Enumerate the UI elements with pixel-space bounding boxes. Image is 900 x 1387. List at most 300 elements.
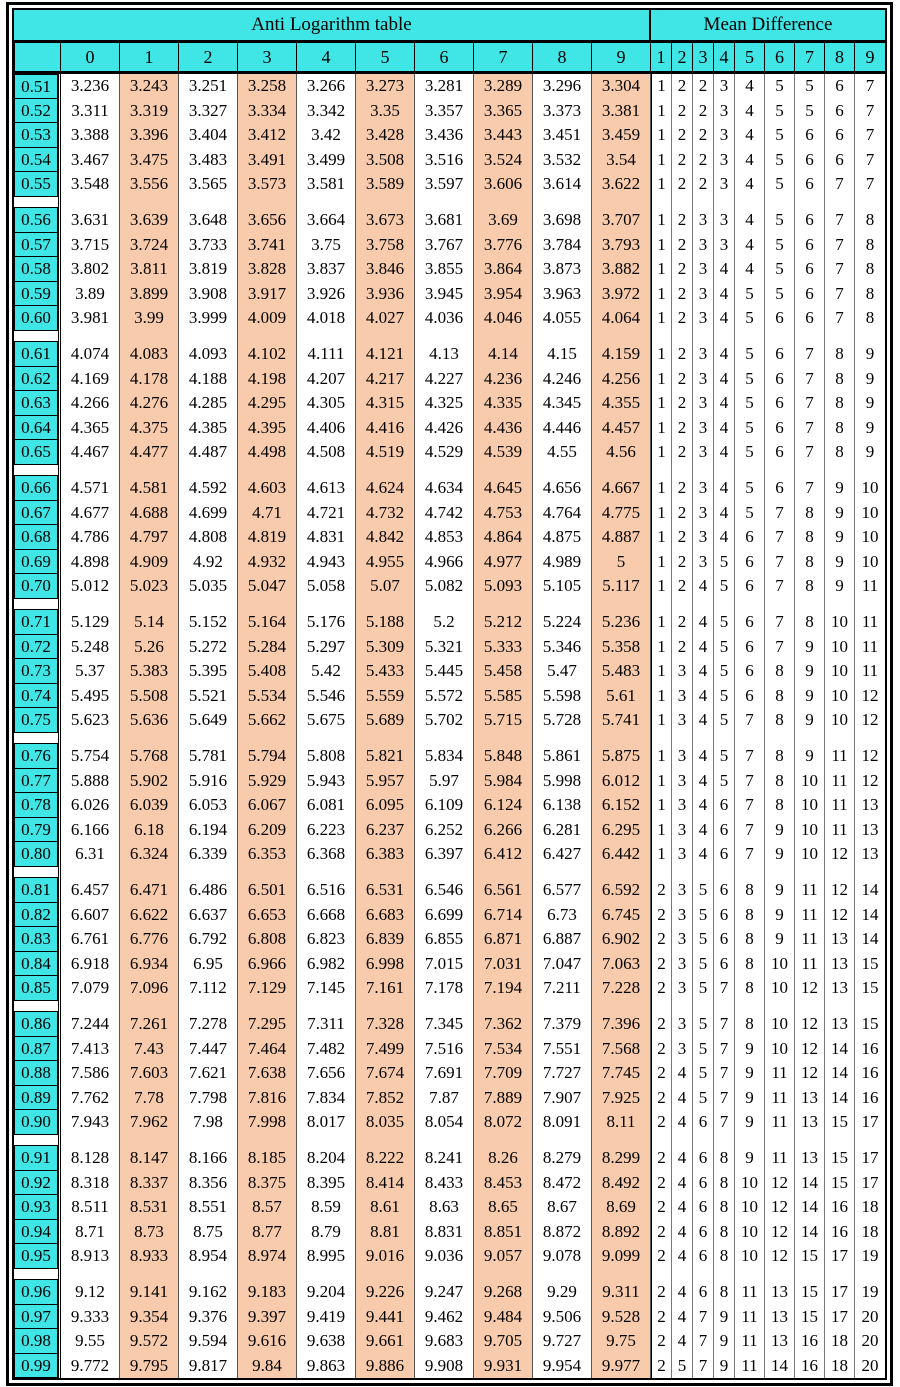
group-gap — [14, 733, 58, 745]
mean-diff-cell: 13 — [831, 978, 848, 997]
row-label: 0.88 — [14, 1061, 58, 1086]
mean-diff-cell: 20 — [861, 1306, 879, 1326]
mean-diff-cell: 10 — [801, 770, 818, 790]
antilog-cell: 3.622 — [601, 174, 641, 193]
mean-diff-cell: 2 — [677, 283, 687, 303]
mean-diff-cell: 3 — [677, 880, 687, 899]
mean-diff-cell: 7 — [805, 393, 814, 412]
antilog-cell: 6.839 — [365, 929, 405, 948]
mean-diff-cell: 12 — [831, 904, 848, 924]
row-label: 0.89 — [14, 1086, 58, 1111]
antilog-cell: 7.079 — [70, 978, 110, 997]
antilog-cell: 4.477 — [129, 442, 169, 461]
group-gap — [238, 599, 296, 611]
antilog-cell: 5.848 — [483, 746, 523, 765]
md-header-col-9: 9 — [855, 42, 885, 72]
antilog-cell: 3.733 — [188, 234, 228, 254]
mean-diff-cell: 8 — [775, 710, 784, 729]
mean-diff-cell: 4 — [677, 1197, 687, 1216]
antilog-cell: 7.798 — [188, 1087, 228, 1107]
antilog-cell: 5.383 — [129, 661, 169, 680]
antilog-cell: 6.714 — [483, 904, 523, 924]
mean-diff-cell: 10 — [861, 502, 879, 522]
antilog-cell: 6.237 — [365, 819, 405, 839]
antilog-cell: 8.185 — [247, 1148, 287, 1167]
antilog-cell: 5.902 — [129, 770, 169, 790]
antilog-cell: 3.972 — [601, 283, 641, 303]
antilog-cell: 4.305 — [306, 393, 346, 412]
mean-diff-cell: 5 — [805, 76, 814, 95]
row-label: 0.54 — [14, 148, 58, 173]
mean-diff-cell: 6 — [719, 953, 729, 973]
antilog-column-8 — [533, 74, 592, 1378]
antilog-cell: 4.667 — [601, 478, 641, 497]
mean-diff-cell: 17 — [831, 1246, 848, 1265]
antilog-cell: 4.853 — [424, 527, 464, 546]
antilog-cell: 3.311 — [71, 100, 109, 120]
group-gap — [672, 867, 692, 879]
antilog-cell: 4.159 — [601, 344, 641, 363]
mean-diff-cell: 15 — [861, 953, 879, 973]
mean-diff-cell: 10 — [741, 1172, 758, 1192]
mean-diff-cell: 8 — [865, 234, 875, 254]
mean-diff-cell: 2 — [677, 210, 687, 229]
mean-diff-cell: 8 — [805, 576, 814, 595]
antilog-cell: 3.334 — [247, 100, 287, 120]
group-gap — [672, 1135, 692, 1147]
antilog-cell: 4.775 — [601, 502, 641, 522]
antilog-cell: 7.943 — [70, 1112, 110, 1131]
antilog-cell: 5.998 — [542, 770, 582, 790]
group-gap — [693, 197, 713, 209]
antilog-cell: 7.211 — [543, 978, 581, 997]
mean-diff-column-6 — [765, 74, 795, 1378]
mean-diff-cell: 8 — [745, 953, 754, 973]
row-label: 0.67 — [14, 501, 58, 526]
group-gap — [356, 1135, 414, 1147]
mean-diff-cell: 13 — [801, 1112, 818, 1131]
mean-diff-cell: 13 — [801, 1148, 818, 1167]
antilog-cell: 7.345 — [424, 1014, 464, 1033]
mean-diff-cell: 6 — [719, 795, 729, 814]
mean-diff-cell: 1 — [657, 819, 666, 839]
antilog-cell: 7.621 — [188, 1063, 228, 1082]
antilog-cell: 5.875 — [601, 746, 641, 765]
row-label: 0.52 — [14, 99, 58, 124]
group-gap — [855, 465, 885, 477]
mean-diff-cell: 2 — [657, 1014, 666, 1033]
group-gap — [14, 599, 58, 611]
mean-diff-cell: 3 — [698, 259, 708, 278]
antilog-cell: 5.284 — [247, 636, 287, 656]
antilog-cell: 3.573 — [247, 174, 287, 193]
row-label: 0.72 — [14, 635, 58, 660]
mean-diff-cell: 3 — [698, 308, 708, 327]
mean-diff-cell: 9 — [719, 1355, 729, 1375]
row-label: 0.57 — [14, 233, 58, 258]
antilog-cell: 3.459 — [601, 125, 641, 144]
antilog-cell: 9.078 — [542, 1246, 582, 1265]
antilog-cell: 4.457 — [601, 417, 641, 437]
antilog-cell: 5.26 — [134, 636, 164, 656]
mean-diff-cell: 10 — [831, 685, 848, 705]
group-gap — [592, 197, 650, 209]
group-gap — [652, 331, 671, 343]
group-gap — [592, 465, 650, 477]
antilog-cell: 3.54 — [606, 149, 636, 169]
antilog-cell: 5.14 — [134, 612, 164, 631]
antilog-cell: 3.304 — [601, 76, 641, 95]
antilog-cell: 4.864 — [483, 527, 523, 546]
antilog-cell: 4.13 — [429, 344, 459, 363]
mean-diff-cell: 4 — [698, 795, 708, 814]
mean-diff-cell: 7 — [775, 502, 784, 522]
mean-diff-cell: 12 — [771, 1197, 788, 1216]
antilog-cell: 4.92 — [193, 551, 223, 571]
antilog-cell: 3.89 — [75, 283, 105, 303]
mean-diff-cell: 10 — [831, 612, 848, 631]
mean-diff-cell: 5 — [719, 661, 729, 680]
antilog-table — [12, 8, 887, 1380]
mean-diff-cell: 13 — [771, 1331, 788, 1350]
group-gap — [297, 465, 355, 477]
antilog-cell: 3.381 — [601, 100, 641, 120]
row-label: 0.74 — [14, 684, 58, 709]
mean-diff-cell: 7 — [745, 710, 754, 729]
group-gap — [735, 599, 764, 611]
mean-diff-cell: 5 — [775, 210, 784, 229]
mean-diff-cell: 4 — [745, 210, 754, 229]
antilog-cell: 3.954 — [483, 283, 523, 303]
group-gap — [735, 331, 764, 343]
antilog-cell: 6.252 — [424, 819, 464, 839]
mean-diff-column-2 — [672, 74, 693, 1378]
header-digit-col-8: 8 — [533, 42, 592, 72]
mean-diff-cell: 6 — [745, 685, 754, 705]
mean-diff-cell: 10 — [771, 1014, 788, 1033]
mean-diff-cell: 6 — [775, 442, 784, 461]
antilog-cell: 3.873 — [542, 259, 582, 278]
group-gap — [765, 197, 794, 209]
mean-diff-cell: 8 — [835, 417, 844, 437]
mean-diff-cell: 17 — [861, 1148, 879, 1167]
antilog-cell: 8.433 — [424, 1172, 464, 1192]
antilog-cell: 9.506 — [542, 1306, 582, 1326]
mean-diff-cell: 6 — [835, 125, 844, 144]
antilog-cell: 3.945 — [424, 283, 464, 303]
antilog-cell: 3.899 — [129, 283, 169, 303]
antilog-cell: 4.529 — [424, 442, 464, 461]
mean-diff-cell: 9 — [805, 685, 814, 705]
group-gap — [297, 331, 355, 343]
row-label: 0.84 — [14, 952, 58, 977]
antilog-cell: 5.623 — [70, 710, 110, 729]
group-gap — [533, 1135, 591, 1147]
group-gap — [693, 599, 713, 611]
mean-diff-cell: 5 — [698, 1014, 708, 1033]
mean-diff-cell: 8 — [865, 308, 875, 327]
antilog-cell: 5.715 — [483, 710, 523, 729]
group-gap — [120, 465, 178, 477]
antilog-cell: 4.395 — [247, 417, 287, 437]
mean-diff-cell: 8 — [865, 259, 875, 278]
antilog-cell: 5.129 — [70, 612, 110, 631]
mean-diff-cell: 2 — [657, 953, 666, 973]
row-label: 0.85 — [14, 976, 58, 1001]
antilog-cell: 4.217 — [365, 368, 405, 388]
mean-diff-cell: 11 — [741, 1331, 758, 1350]
antilog-cell: 4.046 — [483, 308, 523, 327]
mean-diff-cell: 8 — [745, 904, 754, 924]
group-gap — [855, 1001, 885, 1013]
antilog-cell: 8.147 — [129, 1148, 169, 1167]
antilog-cell: 6.699 — [424, 904, 464, 924]
group-gap — [652, 1001, 671, 1013]
antilog-cell: 5.768 — [129, 746, 169, 765]
mean-diff-cell: 9 — [775, 819, 784, 839]
antilog-cell: 3.491 — [247, 149, 287, 169]
mean-diff-cell: 15 — [831, 1148, 848, 1167]
antilog-cell: 5.794 — [247, 746, 287, 765]
mean-diff-cell: 10 — [861, 527, 879, 546]
row-label: 0.91 — [14, 1146, 58, 1171]
antilog-cell: 7.129 — [247, 978, 287, 997]
antilog-cell: 4.732 — [365, 502, 405, 522]
antilog-cell: 7.112 — [189, 978, 227, 997]
antilog-cell: 6.266 — [483, 819, 523, 839]
antilog-cell: 8.128 — [70, 1148, 110, 1167]
row-label: 0.76 — [14, 744, 58, 769]
mean-diff-cell: 5 — [698, 953, 708, 973]
mean-diff-cell: 4 — [677, 1331, 687, 1350]
group-gap — [297, 867, 355, 879]
mean-diff-cell: 6 — [805, 234, 814, 254]
antilog-cell: 9.441 — [365, 1306, 405, 1326]
mean-diff-cell: 1 — [657, 551, 666, 571]
antilog-cell: 7.816 — [247, 1087, 287, 1107]
mean-diff-cell: 5 — [805, 100, 814, 120]
antilog-cell: 6.471 — [129, 880, 169, 899]
mean-diff-cell: 9 — [775, 880, 784, 899]
mean-diff-cell: 2 — [677, 76, 687, 95]
mean-diff-cell: 6 — [698, 1148, 708, 1167]
antilog-cell: 4.656 — [542, 478, 582, 497]
antilog-cell: 5.585 — [483, 685, 523, 705]
antilog-cell: 8.472 — [542, 1172, 582, 1192]
mean-diff-cell: 8 — [805, 502, 814, 522]
group-gap — [652, 1135, 671, 1147]
antilog-cell: 3.631 — [70, 210, 110, 229]
mean-diff-cell: 5 — [719, 746, 729, 765]
mean-diff-cell: 7 — [775, 576, 784, 595]
antilog-cell: 8.204 — [306, 1148, 346, 1167]
mean-diff-cell: 3 — [677, 929, 687, 948]
antilog-cell: 9.247 — [424, 1282, 464, 1301]
group-gap — [356, 733, 414, 745]
antilog-cell: 9.572 — [129, 1331, 169, 1350]
row-label: 0.69 — [14, 550, 58, 575]
mean-diff-cell: 4 — [719, 393, 729, 412]
mean-diff-cell: 13 — [861, 844, 879, 863]
antilog-cell: 4.819 — [247, 527, 287, 546]
group-gap — [415, 331, 473, 343]
mean-diff-cell: 11 — [771, 1112, 788, 1131]
mean-diff-cell: 6 — [775, 344, 784, 363]
group-gap — [735, 867, 764, 879]
antilog-cell: 4.887 — [601, 527, 641, 546]
mean-diff-cell: 3 — [698, 368, 708, 388]
mean-diff-cell: 17 — [831, 1282, 848, 1301]
group-gap — [795, 197, 824, 209]
mean-diff-cell: 17 — [831, 1306, 848, 1326]
antilog-cell: 6.223 — [306, 819, 346, 839]
mean-diff-cell: 5 — [775, 283, 784, 303]
group-gap — [825, 331, 854, 343]
mean-diff-cell: 5 — [719, 685, 729, 705]
antilog-cell: 4.634 — [424, 478, 464, 497]
mean-diff-cell: 4 — [698, 819, 708, 839]
mean-diff-cell: 2 — [677, 636, 687, 656]
row-label-column — [14, 74, 61, 1378]
antilog-cell: 5.943 — [306, 770, 346, 790]
group-gap — [735, 733, 764, 745]
header-digit-col-9: 9 — [592, 42, 651, 72]
antilog-cell: 5.176 — [306, 612, 346, 631]
mean-diff-cell: 13 — [861, 795, 879, 814]
mean-diff-cell: 5 — [719, 770, 729, 790]
antilog-cell: 4.276 — [129, 393, 169, 412]
antilog-cell: 7.907 — [542, 1087, 582, 1107]
mean-diff-cell: 14 — [771, 1355, 788, 1375]
antilog-cell: 4.977 — [483, 551, 523, 571]
antilog-cell: 6.683 — [365, 904, 405, 924]
mean-diff-cell: 11 — [741, 1306, 758, 1326]
mean-diff-cell: 4 — [745, 100, 754, 120]
mean-diff-cell: 6 — [719, 929, 729, 948]
mean-diff-cell: 8 — [775, 685, 784, 705]
antilog-cell: 5.188 — [365, 612, 405, 631]
mean-diff-cell: 11 — [831, 819, 848, 839]
mean-diff-cell: 8 — [775, 746, 784, 765]
mean-diff-cell: 3 — [698, 527, 708, 546]
antilog-cell: 3.999 — [188, 308, 228, 327]
antilog-cell: 6.026 — [70, 795, 110, 814]
group-gap — [795, 733, 824, 745]
mean-diff-cell: 14 — [861, 904, 879, 924]
antilog-cell: 7.962 — [129, 1112, 169, 1131]
mean-diff-cell: 6 — [698, 1172, 708, 1192]
group-gap — [672, 1269, 692, 1281]
antilog-cell: 4.831 — [306, 527, 346, 546]
antilog-cell: 8.851 — [483, 1221, 523, 1241]
mean-diff-cell: 13 — [771, 1306, 788, 1326]
antilog-cell: 8.531 — [129, 1197, 169, 1216]
antilog-cell: 7.295 — [247, 1014, 287, 1033]
mean-diff-cell: 10 — [831, 636, 848, 656]
mean-diff-cell: 11 — [771, 1087, 788, 1107]
row-label: 0.70 — [14, 574, 58, 599]
antilog-column-9 — [592, 74, 651, 1378]
mean-diff-cell: 11 — [801, 929, 818, 948]
mean-diff-cell: 7 — [775, 636, 784, 656]
antilog-cell: 6.607 — [70, 904, 110, 924]
mean-diff-cell: 11 — [741, 1355, 758, 1375]
antilog-cell: 7.534 — [483, 1038, 523, 1058]
mean-diff-cell: 10 — [831, 661, 848, 680]
mean-diff-cell: 1 — [657, 417, 666, 437]
mean-diff-cell: 3 — [677, 795, 687, 814]
mean-diff-cell: 1 — [657, 368, 666, 388]
mean-diff-cell: 7 — [835, 308, 844, 327]
mean-diff-cell: 4 — [719, 308, 729, 327]
antilog-cell: 3.828 — [247, 259, 287, 278]
mean-diff-cell: 6 — [805, 308, 814, 327]
antilog-cell: 9.727 — [542, 1331, 582, 1350]
antilog-cell: 5.534 — [247, 685, 287, 705]
antilog-cell: 4.246 — [542, 368, 582, 388]
mean-diff-column-3 — [693, 74, 714, 1378]
mean-diff-cell: 6 — [698, 1282, 708, 1301]
mean-diff-cell: 3 — [698, 344, 708, 363]
antilog-column-1 — [120, 74, 179, 1378]
group-gap — [356, 867, 414, 879]
mean-diff-cell: 6 — [805, 259, 814, 278]
mean-diff-cell: 9 — [865, 368, 875, 388]
antilog-cell: 6.966 — [247, 953, 287, 973]
antilog-cell: 8.166 — [188, 1148, 228, 1167]
row-label: 0.95 — [14, 1244, 58, 1269]
row-label: 0.71 — [14, 610, 58, 635]
group-gap — [356, 1269, 414, 1281]
mean-diff-cell: 6 — [805, 210, 814, 229]
group-gap — [795, 465, 824, 477]
mean-diff-cell: 6 — [698, 1246, 708, 1265]
antilog-column-2 — [179, 74, 238, 1378]
mean-diff-cell: 1 — [657, 125, 666, 144]
group-gap — [297, 599, 355, 611]
group-gap — [855, 331, 885, 343]
antilog-cell: 5.781 — [188, 746, 228, 765]
group-gap — [652, 733, 671, 745]
antilog-cell: 6.668 — [306, 904, 346, 924]
antilog-cell: 4.699 — [188, 502, 228, 522]
antilog-cell: 7.063 — [601, 953, 641, 973]
mean-diff-cell: 1 — [657, 344, 666, 363]
group-gap — [297, 1135, 355, 1147]
group-gap — [652, 465, 671, 477]
antilog-cell: 9.29 — [547, 1282, 577, 1301]
antilog-cell: 7.464 — [247, 1038, 287, 1058]
antilog-cell: 3.327 — [188, 100, 228, 120]
antilog-cell: 8.551 — [188, 1197, 228, 1216]
mean-diff-cell: 12 — [831, 844, 848, 863]
mean-diff-cell: 5 — [745, 344, 754, 363]
mean-diff-cell: 9 — [805, 710, 814, 729]
row-label: 0.63 — [14, 391, 58, 416]
antilog-cell: 6.95 — [193, 953, 223, 973]
mean-diff-cell: 2 — [657, 1038, 666, 1058]
antilog-cell: 3.846 — [365, 259, 405, 278]
antilog-cell: 4.677 — [70, 502, 110, 522]
antilog-cell: 3.243 — [129, 76, 169, 95]
mean-diff-cell: 5 — [745, 393, 754, 412]
antilog-cell: 5.97 — [429, 770, 459, 790]
row-label: 0.83 — [14, 927, 58, 952]
antilog-cell: 3.758 — [365, 234, 405, 254]
antilog-cell: 3.802 — [70, 259, 110, 278]
mean-diff-cell: 3 — [698, 393, 708, 412]
mean-diff-cell: 5 — [745, 368, 754, 388]
